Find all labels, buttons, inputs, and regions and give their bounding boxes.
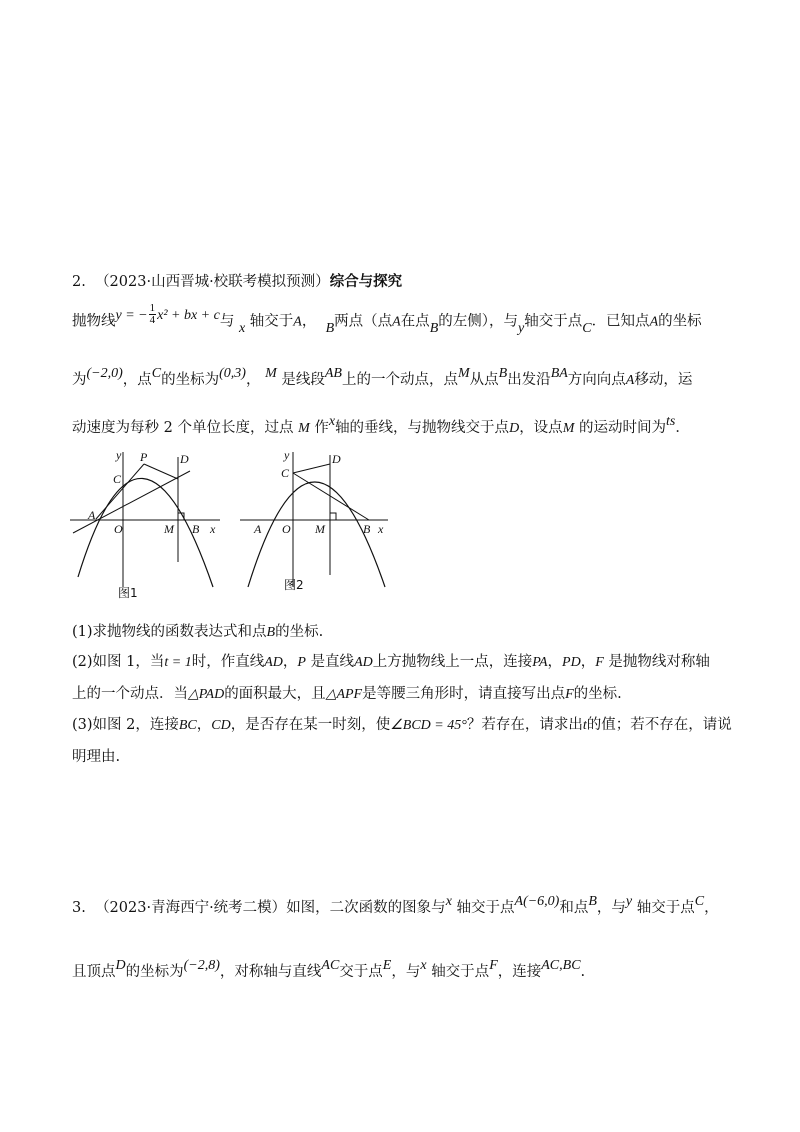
text: 交于点 (339, 964, 383, 980)
math-x: x (328, 414, 336, 429)
text: 和点 (559, 900, 589, 916)
math-B: B (266, 625, 276, 640)
math-x: x (238, 320, 246, 336)
math-ts: ts (665, 414, 676, 429)
text: ，与 (391, 964, 421, 980)
math-angle-BCD: ∠BCD = 45° (390, 718, 467, 733)
math-M: M (298, 421, 310, 436)
text: ， (282, 654, 298, 670)
fraction (149, 303, 157, 326)
math-F: F (489, 958, 498, 973)
math-M: M (265, 366, 277, 381)
segment-PD (144, 464, 178, 479)
q2-part-3-line-1 (72, 715, 732, 736)
math-A: A (625, 373, 635, 388)
text: ， (245, 372, 261, 388)
text: ，与 (596, 900, 626, 916)
math-x: x (445, 894, 452, 909)
label-x: x (210, 522, 216, 536)
math-B: B (588, 894, 597, 909)
text: 两点（点 (334, 313, 393, 330)
math-y: y (518, 320, 525, 336)
math-A: A (293, 314, 302, 330)
text: ，点 (122, 372, 152, 388)
text: ，设点 (519, 420, 563, 436)
text: 的坐标为 (125, 964, 184, 980)
math-AD: AD (354, 655, 373, 670)
text: ， (196, 717, 212, 733)
text: 且顶点 (72, 964, 116, 980)
figure-1-caption: 图1 (118, 586, 138, 600)
text: (3)如图 2，连接 (72, 717, 179, 733)
math-D: D (115, 958, 126, 973)
math-M: M (457, 366, 470, 381)
text: ，对称轴与直线 (219, 964, 322, 980)
math-coord-A: (−2,0) (86, 366, 123, 381)
text: 轴交于点 (636, 900, 695, 916)
q2-part-2-line-2 (72, 684, 622, 705)
text: 出发沿 (507, 372, 551, 388)
label-C: C (113, 472, 122, 486)
math-B: B (325, 320, 335, 336)
text: ， (580, 654, 596, 670)
q2-line-3 (72, 414, 690, 439)
math-y: y (625, 894, 633, 909)
math-coord-C: (0,3) (219, 366, 246, 381)
text: ．已知点 (591, 313, 650, 330)
label-D: D (180, 452, 189, 466)
text: 的坐标为 (161, 372, 220, 388)
math-C: C (151, 366, 162, 381)
text: 是抛物线对称轴 (608, 654, 710, 670)
q3-line-2 (72, 958, 586, 983)
text: 上的一个动点．当 (72, 686, 188, 702)
q2-source: （2023·山西晋城·校联考模拟预测） (95, 274, 330, 290)
q2-part-1 (72, 622, 323, 643)
text: (2)如图 1，当 (72, 654, 165, 670)
math-t: t (582, 718, 587, 733)
math-AC-BC: AC,BC (541, 958, 581, 973)
math-triangle-APF: △APF (325, 687, 363, 702)
math-CD: CD (211, 718, 231, 733)
text: 明理由. (72, 749, 121, 765)
text: 是等腰三角形时，请直接写出点 (362, 686, 566, 702)
text: 动速度为每秒 2 个单位长度，过点 (72, 420, 294, 436)
figure-1 (68, 447, 228, 607)
text: 时，作直线 (191, 654, 265, 670)
math-eq-pre: y = − (115, 307, 148, 323)
label-O: O (282, 522, 291, 536)
text: 作 (314, 420, 329, 436)
q2-header (72, 272, 402, 292)
math-BA: BA (550, 366, 568, 381)
math-C: C (582, 320, 592, 336)
math-eq-post: x² + bx + c (157, 307, 220, 323)
text: 的值；若不存在，请说 (586, 717, 732, 733)
math-M: M (562, 421, 575, 436)
label-A: A (254, 522, 262, 536)
math-F: F (565, 687, 574, 702)
label-O: O (114, 522, 123, 536)
text: 上的一个动点，点 (341, 372, 458, 388)
label-M: M (164, 522, 174, 536)
q2-line-2 (72, 366, 693, 391)
text: 轴的垂线，与抛物线交于点 (335, 420, 510, 436)
text: 为 (72, 372, 87, 388)
math-D: D (509, 421, 520, 436)
q3-source: （2023·青海西宁·统考二模） (95, 900, 287, 916)
text: 在点 (400, 313, 430, 330)
text: ，连接 (497, 964, 542, 980)
text: 的坐标. (275, 624, 324, 640)
q3-number: 3. (72, 900, 86, 916)
math-BC: BC (178, 718, 197, 733)
text: 抛物线 (72, 313, 116, 330)
text: . (580, 964, 586, 980)
math-coord-A: A(−6,0) (514, 894, 560, 909)
math-PA: PA (532, 655, 548, 670)
math-E: E (382, 958, 392, 973)
math-PD: PD (562, 655, 581, 670)
text: 如图，二次函数的图象与 (286, 900, 446, 916)
label-D: D (332, 452, 341, 466)
figure-2-caption: 图2 (284, 578, 304, 592)
text: ， (547, 654, 563, 670)
q2-title: 综合与探究 (329, 274, 403, 290)
q2-number: 2. (72, 274, 86, 290)
math-AD: AD (264, 655, 283, 670)
text: 的面积最大，且 (224, 686, 326, 702)
q2-part-3-line-2 (72, 747, 120, 767)
text: ？若存在，请求出 (466, 717, 583, 733)
right-angle-mark (330, 513, 336, 520)
math-A: A (392, 314, 401, 330)
label-M: M (315, 522, 325, 536)
text: ． (675, 420, 690, 436)
math-coord-D: (−2,8) (183, 958, 220, 973)
text: 是直线 (310, 654, 355, 670)
math-AB: AB (324, 366, 342, 381)
q2-part-2-line-1 (72, 652, 710, 673)
text: ，是否存在某一时刻，使 (230, 717, 391, 733)
q2-line-1: 抛物线y = − $\frac{1}{4}$ x² + bx + c与 x 轴交于A， B两点（点A在点B的左侧），与y轴交于点C．已知点A的坐标 (72, 302, 702, 336)
math-AC: AC (321, 958, 340, 973)
math-F: F (595, 655, 604, 670)
text: 从点 (469, 372, 499, 388)
label-B: B (192, 522, 200, 536)
text: 轴交于点 (456, 900, 515, 916)
fraction-den: 4 (149, 314, 156, 326)
math-A: A (649, 314, 659, 330)
label-y: y (116, 448, 122, 462)
text: 轴交于点 (431, 964, 490, 980)
math-triangle-PAD: △PAD (188, 687, 225, 702)
text: 移动，运 (634, 372, 693, 388)
text: 轴交于 (249, 313, 294, 330)
label-x: x (378, 522, 384, 536)
math-B: B (498, 366, 508, 381)
math-x: x (420, 958, 427, 973)
q3-line-1 (72, 894, 719, 919)
segment-CD (293, 464, 330, 473)
fraction-num: 1 (149, 302, 156, 314)
text: 与 (219, 313, 235, 330)
text: (1)求抛物线的函数表达式和点 (72, 624, 267, 640)
label-A: A (88, 508, 96, 522)
label-y: y (284, 448, 290, 462)
text: ， (704, 900, 719, 916)
text: 轴交于点 (524, 313, 583, 330)
text: 的坐标. (573, 686, 622, 702)
label-C: C (281, 466, 290, 480)
label-B: B (363, 522, 371, 536)
math-B: B (429, 320, 439, 336)
figure-2 (238, 447, 398, 607)
math-P: P (297, 655, 306, 670)
text: 是线段 (281, 372, 325, 388)
math-t-eq: t = 1 (164, 655, 192, 670)
math-C: C (694, 894, 705, 909)
text: 的左侧），与 (438, 313, 518, 330)
text: 的运动时间为 (578, 420, 666, 436)
label-P: P (140, 450, 148, 464)
text: 的坐标 (658, 313, 702, 330)
text: 上方抛物线上一点，连接 (372, 654, 533, 670)
text: 方向向点 (567, 372, 626, 388)
